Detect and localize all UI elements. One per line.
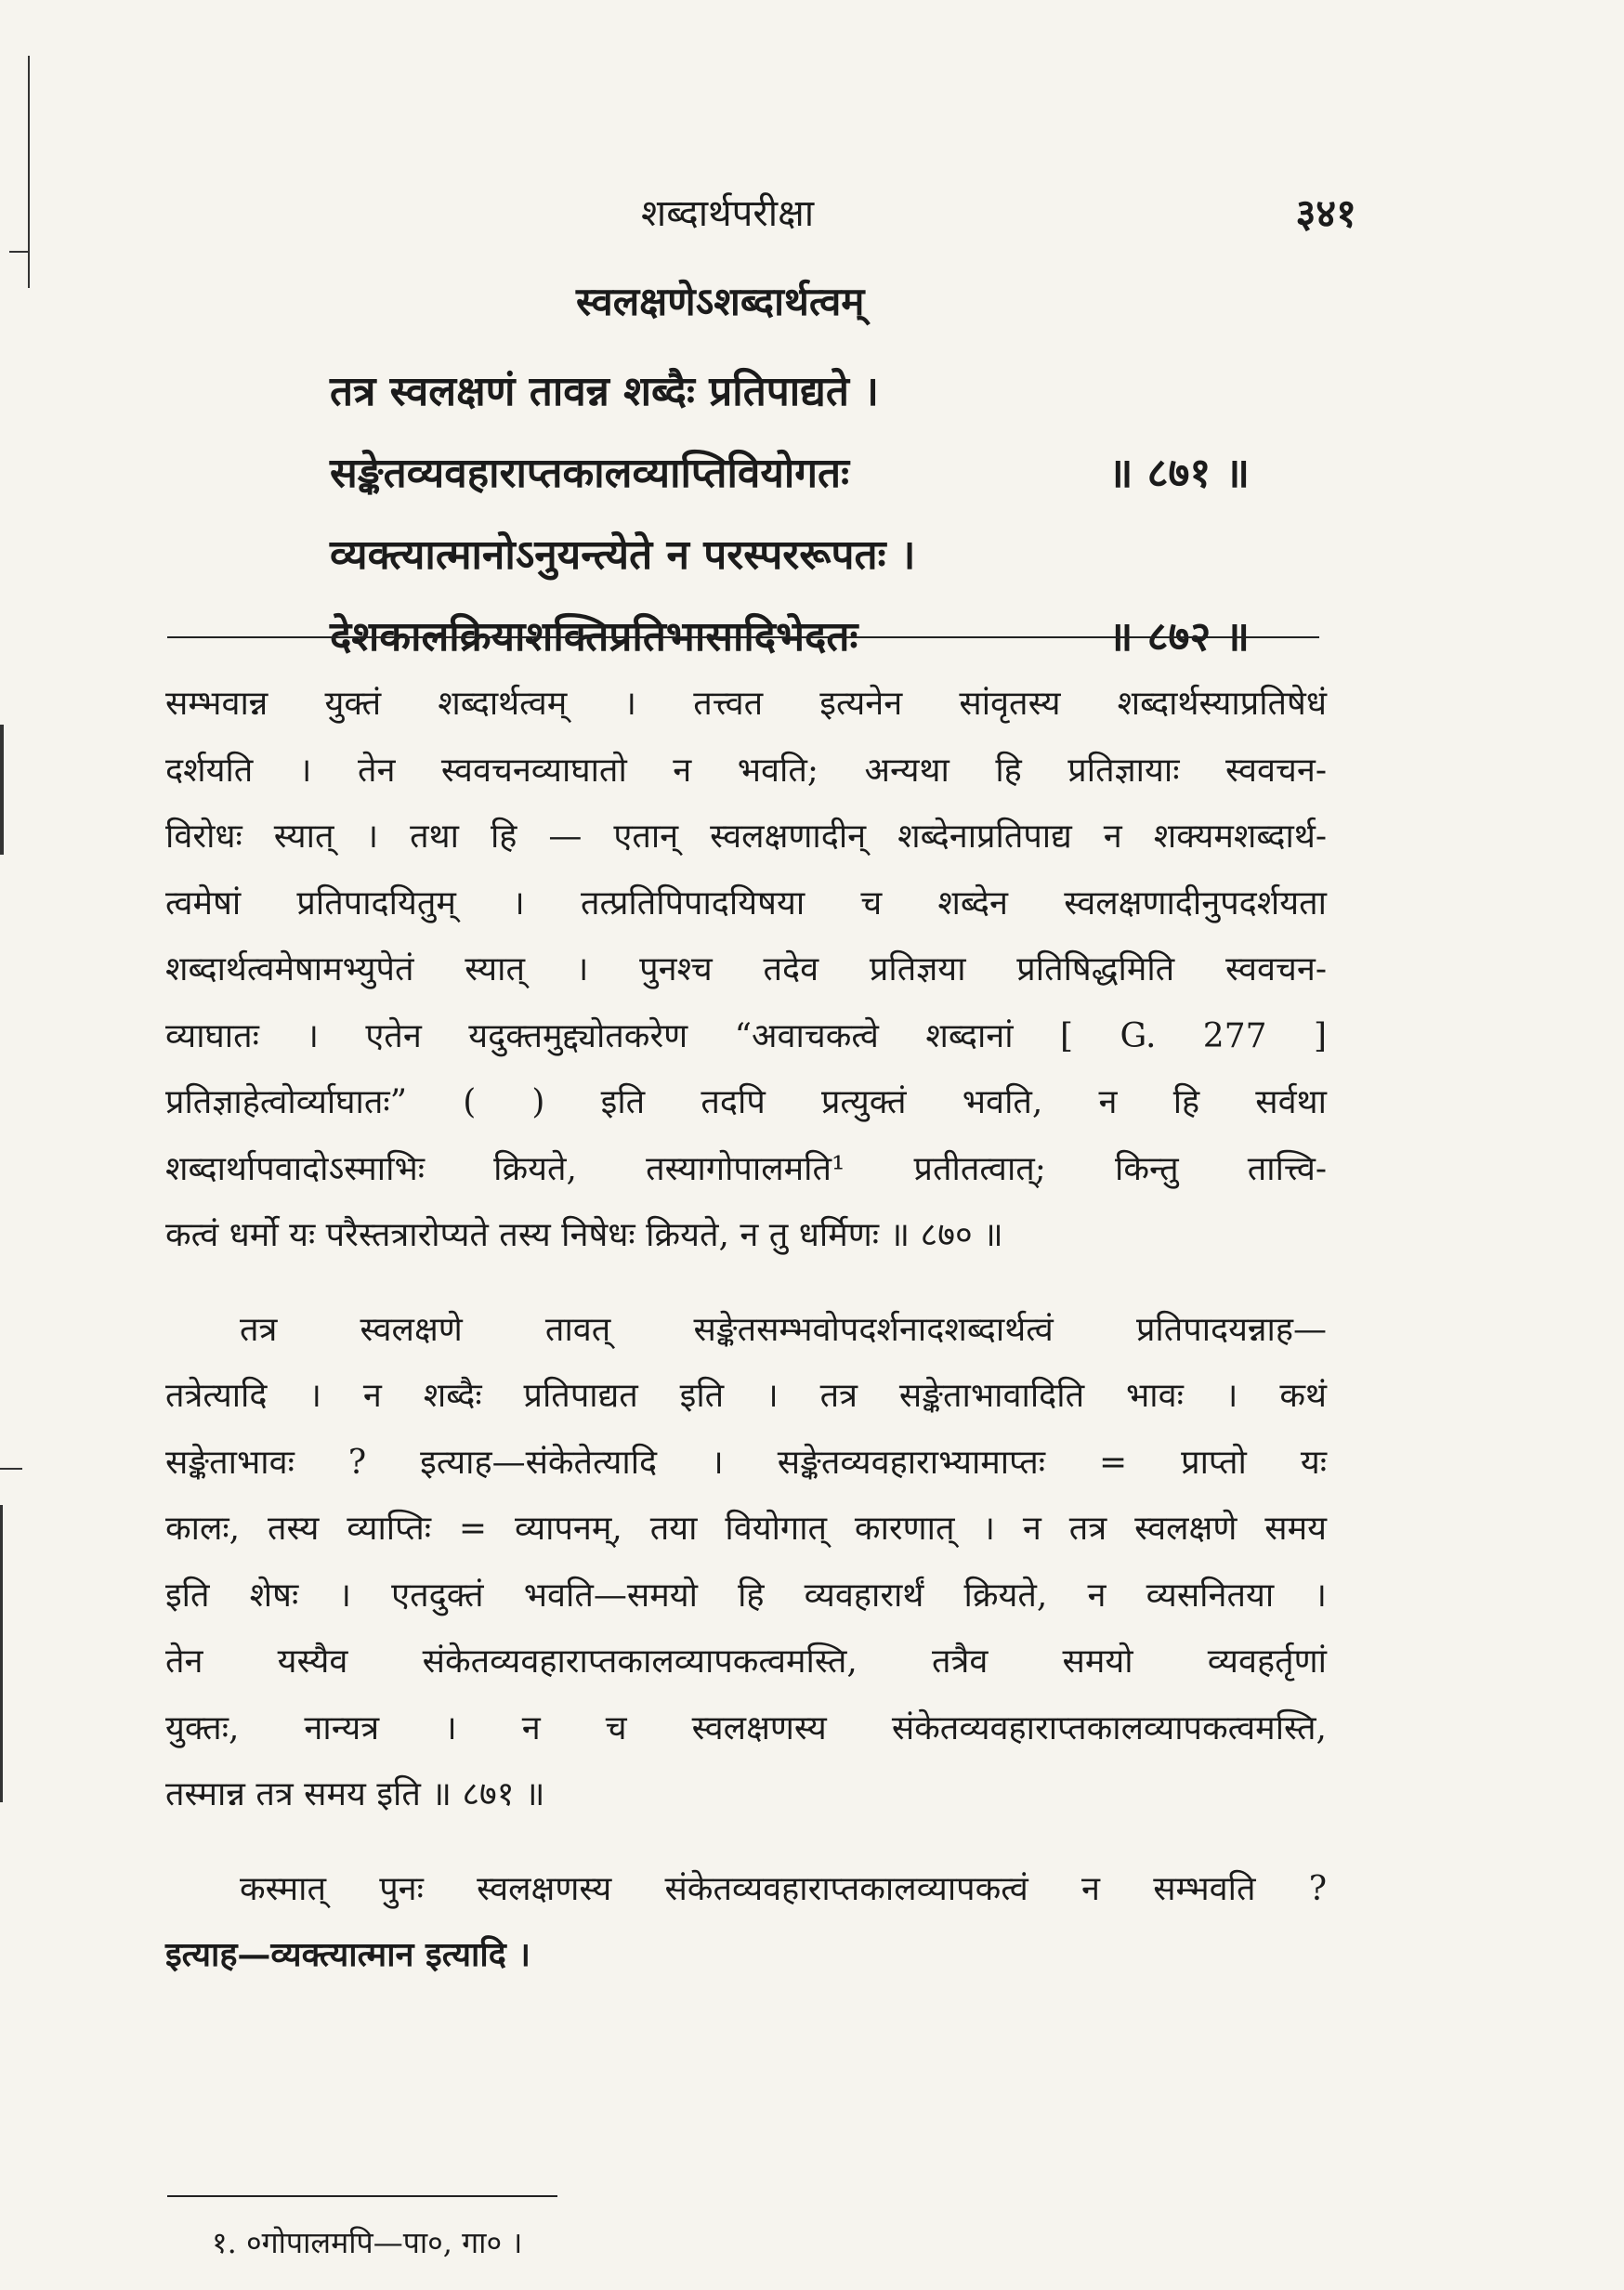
verse-line xyxy=(330,351,1259,433)
commentary xyxy=(165,671,1327,1989)
margin-mark xyxy=(0,725,4,855)
text-line: विरोधः स्यात् । तथा हि — एतान् स्वलक्षणादीन् शब्देनाप्रतिपाद्य न शक्यमशब्दार्थ- xyxy=(165,818,1327,856)
text-line: कत्वं धर्मो यः परैस्तत्रारोप्यते तस्य निषेधः क्रियते, न तु धर्मिणः ॥ ८७० ॥ xyxy=(165,1216,1003,1254)
footnote: १. ०गोपालमपि—पा०, गा० । xyxy=(212,2225,523,2260)
verse-divider xyxy=(167,636,1319,638)
text-line: दर्शयति । तेन स्ववचनव्याघातो न भवति; अन्यथा हि प्रतिज्ञायाः स्ववचन- xyxy=(165,751,1327,790)
verse-number: ॥ ८७२ ॥ xyxy=(1108,613,1250,661)
running-title: शब्दार्थपरीक्षा xyxy=(641,192,815,235)
commentary-paragraph xyxy=(165,1856,1327,1989)
text-line: व्याघातः । एतेन यदुक्तमुद्द्योतकरेण “अवाचकत्वे शब्दानां [ G. 277 ] xyxy=(165,1016,1327,1055)
text-line: तेन यस्यैव संकेतव्यवहाराप्तकालव्यापकत्वमस्ति, तत्रैव समयो व्यवहर्तृणां xyxy=(165,1642,1327,1681)
text-line: इति शेषः । एतदुक्तं भवति—समयो हि व्यवहारार्थं क्रियते, न व्यसनितया । xyxy=(165,1576,1327,1615)
verse-line xyxy=(330,515,1259,596)
text-line: युक्तः, नान्यत्र । न च स्वलक्षणस्य संकेतव्यवहाराप्तकालव्यापकत्वमस्ति, xyxy=(165,1708,1327,1747)
text-line: तत्र स्वलक्षणे तावत् सङ्केतसम्भवोपदर्शनादशब्दार्थत्वं प्रतिपादयन्नाह— xyxy=(240,1310,1327,1349)
text-line: शब्दार्थापवादोऽस्माभिः क्रियते, तस्यागोपालमति¹ प्रतीतत्वात्; किन्तु तात्त्वि- xyxy=(165,1149,1327,1188)
text-line: सङ्केताभावः ? इत्याह—संकेतेत्यादि । सङ्केतव्यवहाराभ्यामाप्तः = प्राप्तो यः xyxy=(165,1443,1327,1482)
verse-block xyxy=(330,351,1259,678)
margin-mark xyxy=(0,1505,3,1802)
verse-line xyxy=(330,433,1259,515)
text-line: प्रतिज्ञाहेत्वोर्व्याघातः” ( ) इति तदपि प्रत्युक्तं भवति, न हि सर्वथा xyxy=(165,1083,1327,1121)
text-line: तस्मान्न तत्र समय इति ॥ ८७१ ॥ xyxy=(165,1775,545,1813)
verse-text: व्यक्त्यात्मानोऽनुयन्त्येते न परस्पररूपतः । xyxy=(330,531,916,579)
margin-mark xyxy=(0,1468,22,1470)
margin-mark xyxy=(9,251,30,253)
section-heading: स्वलक्षणेऽशब्दार्थत्वम् xyxy=(576,279,865,324)
text-line: तत्रेत्यादि । न शब्दैः प्रतिपाद्यत इति । तत्र सङ्केताभावादिति भावः । कथं xyxy=(165,1377,1327,1415)
page-number: ३४१ xyxy=(1295,190,1356,236)
verse-text: सङ्केतव्यवहाराप्तकालव्याप्तिवियोगतः xyxy=(330,450,850,497)
verse-number: ॥ ८७१ ॥ xyxy=(1108,450,1250,497)
text-line: इत्याह—व्यक्त्यात्मान इत्यादि । xyxy=(165,1935,530,1974)
text-line: शब्दार्थत्वमेषामभ्युपेतं स्यात् । पुनश्च तदेव प्रतिज्ञया प्रतिषिद्धमिति स्ववचन- xyxy=(165,950,1327,988)
commentary-paragraph xyxy=(165,1297,1327,1828)
text-line: कस्मात् पुनः स्वलक्षणस्य संकेतव्यवहाराप्तकालव्यापकत्वं न सम्भवति ? xyxy=(240,1869,1327,1908)
margin-mark xyxy=(28,56,30,288)
text-line: त्वमेषां प्रतिपादयितुम् । तत्प्रतिपिपादयिषया च शब्देन स्वलक्षणादीनुपदर्शयता xyxy=(165,883,1327,923)
verse-text: तत्र स्वलक्षणं तावन्न शब्दैः प्रतिपाद्यते । xyxy=(330,368,879,415)
footnote-divider xyxy=(167,2195,557,2197)
commentary-paragraph xyxy=(165,671,1327,1269)
text-line: कालः, तस्य व्याप्तिः = व्यापनम्, तया वियोगात् कारणात् । न तत्र स्वलक्षणे समय xyxy=(165,1510,1327,1548)
verse-text: देशकालक्रियाशक्तिप्रतिभासादिभेदतः xyxy=(330,613,858,661)
text-line: सम्भवान्न युक्तं शब्दार्थत्वम् । तत्त्वत इत्यनेन सांवृतस्य शब्दार्थस्याप्रतिषेधं xyxy=(165,685,1327,723)
